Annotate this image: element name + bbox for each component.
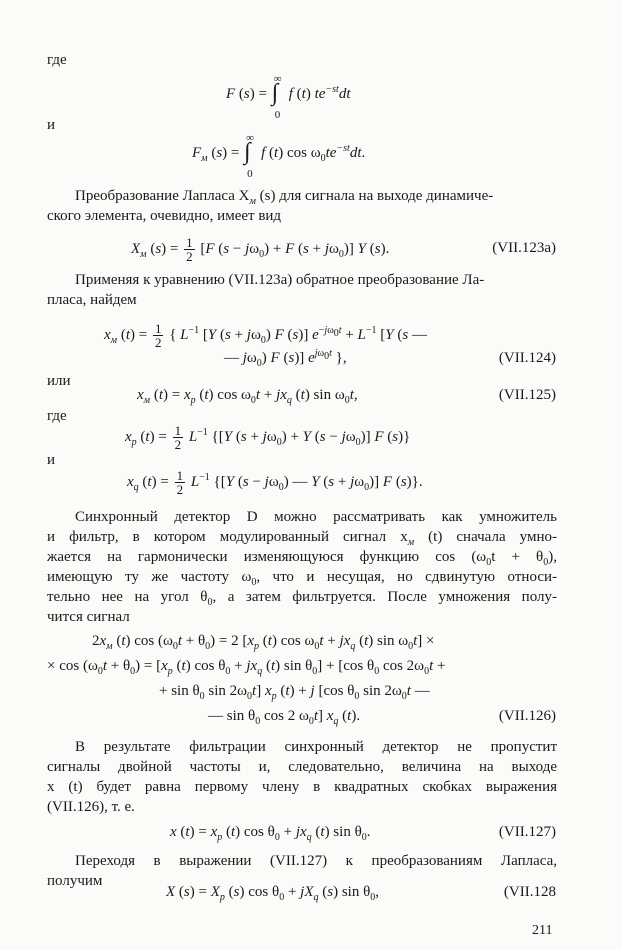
paragraph-3-line-3: жается на гармонически изменяющуюся функцию $\cos (\omega_0t + \theta_0)$, — [47, 549, 557, 568]
equation-126-line-2: × $\cos (\omega_0t + \theta_0) = [x_p$ (t) $\cos \theta_0 + jx_q$ (t) $\sin \theta_0] + [\cos$ $\theta_0$ $\cos 2\omega_0t$ + — [47, 658, 446, 677]
equation-xm-t-line-1: $x_м$ (t) = $\frac{1}{2}$ { $L^{-1}$ [Y $(s + j\omega_0)$ F (s)] $e^{-j\omega_0t} + L^{-1}$ [Y (s — — [104, 321, 427, 350]
word-i-1: и — [47, 117, 56, 133]
equation-number-123a: (VII.123а) — [492, 240, 556, 256]
equation-126-line-3: + $\sin \theta_0$ $\sin 2\omega_0t$] $x_p$ (t) + j [cos $\theta_0$ $\sin 2\omega_0t$ — — [159, 683, 430, 702]
equation-128: X $(s) = X_p$ (s) $\cos \theta_0 + jX_q$ (s) $\sin \theta_0$, — [166, 884, 380, 903]
equation-laplace-f: F (s) = ∞ ∫ 0 f (t) $te^{-st}dt$ — [226, 72, 351, 121]
equation-number-127: (VII.127) — [498, 824, 556, 840]
paragraph-1-line-1: Преобразование Лапласа $X_м$ (s) для сигнала на выходе динамиче- — [75, 188, 494, 207]
paragraph-3-line-6: чится сигнал — [47, 609, 130, 625]
word-gde-2: где — [47, 408, 67, 424]
equation-number-125: (VII.125) — [498, 387, 556, 403]
paragraph-2-line-2: пласа, найдем — [47, 292, 137, 308]
equation-number-124: (VII.124) — [498, 350, 556, 366]
equation-xp: $x_p$ (t) = $\frac{1}{2}$ $L^{-1}$ {[Y $(s + j\omega_0) + Y$ $(s - j\omega_0)$] F (s)} — [125, 423, 411, 452]
equation-number-128: (VII.128 — [503, 884, 556, 900]
equation-127: x $(t) = x_p$ (t) $\cos \theta_0 + jx_q$ (t) $\sin \theta_0$. — [170, 824, 371, 843]
word-ili: или — [47, 373, 71, 389]
equation-xm-s: $X_м$ (s) = $\frac{1}{2}$ [F $(s - j\omega_0) + F$ $(s + j\omega_0)$] Y (s). — [131, 235, 390, 264]
paragraph-2-line-1: Применяя к уравнению (VII.123а) обратное преобразование Ла- — [75, 272, 485, 288]
paragraph-3-line-4: имеющую ту же частоту $\omega_0$, что и несущая, но сдвинутую относи- — [47, 569, 557, 588]
equation-xm-decomposition: $x_м$ $(t) = x_p$ (t) $\cos \omega_0t + jx_q$ (t) $\sin \omega_0t$, — [137, 387, 358, 406]
paragraph-3-line-2: и фильтр, в котором модулированный сигнал $x_м$ (t) сначала умно- — [47, 529, 557, 548]
paragraph-4-line-1: В результате фильтрации синхронный детектор не пропустит — [75, 739, 557, 755]
equation-number-126: (VII.126) — [498, 708, 556, 724]
paragraph-3-line-1: Синхронный детектор D можно рассматривать как умножитель — [75, 509, 557, 525]
paragraph-4-line-4: (VII.126), т. е. — [47, 799, 135, 815]
paragraph-1-line-2: ского элемента, очевидно, имеет вид — [47, 208, 282, 224]
paragraph-4-line-3: x (t) будет равна первому члену в квадратных скобках выражения — [47, 779, 557, 795]
equation-126-line-1: $2x_м$ (t) $\cos (\omega_0t + \theta_0) = 2$ [$x_p$ (t) $\cos \omega_0t + jx_q$ (t) $\sin \omega_0t$] × — [92, 633, 435, 652]
paragraph-5-line-2: получим — [47, 873, 103, 889]
paragraph-3-line-5: тельно нее на угол $\theta_0$, а затем фильтруется. После умножения полу- — [47, 589, 557, 608]
equation-laplace-fm: $F_м$ (s) = ∞ ∫ 0 f (t) $\cos \omega_0te^{-st}dt$. — [192, 131, 366, 180]
equation-xq: $x_q$ (t) = $\frac{1}{2}$ $L^{-1}$ {[Y $(s - j\omega_0)$ — Y $(s + j\omega_0)$] F (s)}. — [127, 468, 423, 497]
page-number: 211 — [532, 923, 553, 938]
paragraph-4-line-2: сигналы двойной частоты и, следовательно, величина на выходе — [47, 759, 557, 775]
paragraph-5-line-1: Переходя в выражении (VII.127) к преобразованиям Лапласа, — [75, 853, 557, 869]
equation-126-line-4: — $\sin \theta_0$ cos 2 $\omega_0t$] $x_q$ (t). — [208, 708, 361, 727]
equation-xm-t-line-2: — $j\omega_0$) F (s)] $e^{j\omega_0t}$ }, — [224, 348, 347, 369]
word-gde-1: где — [47, 52, 67, 68]
word-i-2: и — [47, 452, 56, 468]
